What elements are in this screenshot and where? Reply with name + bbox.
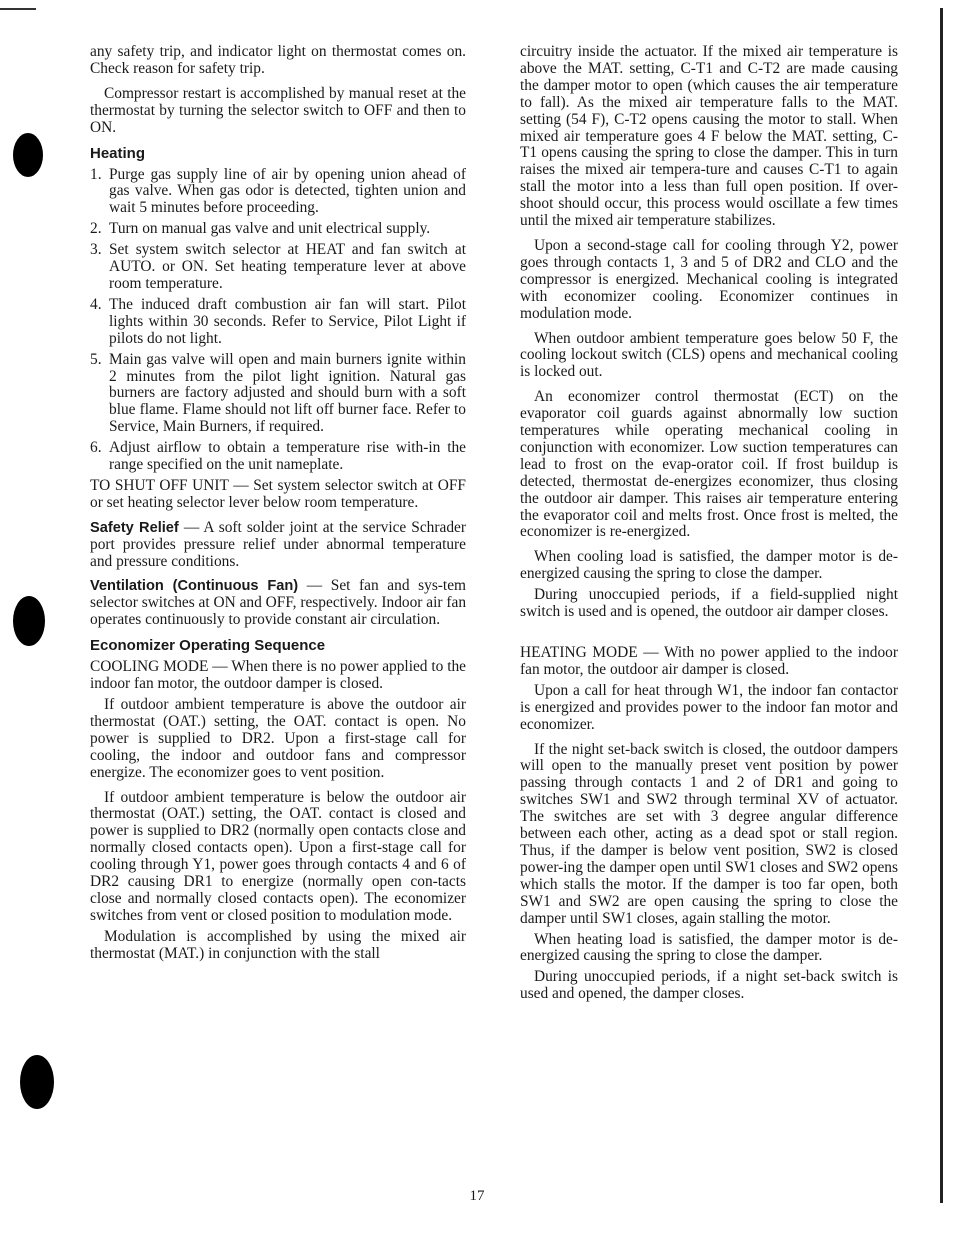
right-edge-bar — [940, 8, 943, 1203]
paragraph-lockout: When outdoor ambient temperature goes below 50 F, the cooling lockout switch (CLS) opens and mechanical cooling is locked out. — [520, 329, 898, 381]
right-column — [520, 44, 898, 1011]
paragraph-second-stage: Upon a second-stage call for cooling through Y2, power goes through contacts 1, 3 and 5 of DR2 and CLO and the compressor is energized. Mechanical cooling is integrated with economizer cooling. Economizer continues in modulation mode. — [520, 236, 898, 322]
paragraph-cooling-mode: COOLING MODE — When there is no power applied to the indoor fan motor, the outdoor damper is closed. — [90, 658, 466, 693]
page-number: 17 — [469, 1188, 485, 1204]
list-item: 1. Purge gas supply line of air by opening union ahead of gas valve. When gas odor is detected, tighten union and wait 5 minutes before proceeding. — [90, 165, 466, 217]
paragraph-shut-off: TO SHUT OFF UNIT — Set system selector switch at OFF or set heating selector lever below room temperature. — [90, 476, 466, 511]
list-item: 6. Adjust airflow to obtain a temperature rise with-in the range specified on the unit nameplate. — [90, 439, 466, 474]
list-item: 2. Turn on manual gas valve and unit electrical supply. — [90, 220, 431, 238]
binder-hole-bottom — [20, 1055, 54, 1109]
heating-steps-list — [90, 167, 466, 474]
paragraph-ect: An economizer control thermostat (ECT) on the evaporator coil guards against abnormally low suction temperatures while operating mechanical cooling in conjunction with economizer. Low suction temperatures can lead to frost on the evap-orator coil. If frost buildup is detected, thermostat de-energizes economizer, thus closing the outdoor air damper. This raises air temperature entering the evaporator coil and melts frost. Once frost is melted, the economizer is re-energized. — [520, 388, 898, 541]
left-column — [90, 44, 466, 971]
list-item: 3. Set system switch selector at HEAT and fan switch at AUTO. or ON. Set heating temperature lever at above room temperature. — [90, 241, 466, 292]
heading-heating: Heating — [90, 144, 146, 162]
top-rule — [0, 8, 36, 10]
paragraph-ventilation: Ventilation (Continuous Fan) — Set fan and sys-tem selector switches at ON and OFF, respectively. Indoor air fan operates continuously to provide constant air circulation. — [90, 577, 467, 629]
paragraph-heating-mode: HEATING MODE — With no power applied to the indoor fan motor, the outdoor air damper is closed. — [520, 644, 898, 678]
list-item: 5. Main gas valve will open and main burners ignite within 2 minutes from the pilot light ignition. Natural gas burners are factory adjusted and should burn with a soft blue flame. Flame should not lift off burner face. Refer to Service, Main Burners, if required. — [90, 350, 466, 436]
safety-relief-lead: Safety Relief — [90, 519, 179, 536]
paragraph-compressor-restart: Compressor restart is accomplished by manual reset at the thermostat by turning the selector switch to OFF and then to ON. — [90, 84, 466, 136]
paragraph-unoccupied-cooling: During unoccupied periods, if a field-supplied night switch is used and is opened, the outdoor air damper closes. — [520, 586, 898, 621]
paragraph-night-setback: If the night set-back switch is closed, the outdoor dampers will open to the manually preset vent position by power passing through contacts 1 and 2 of DR1 and going to switches SW1 and SW2 through terminal XV of actuator. The switches are set with 3 degree angular difference between each other, acting as a dead spot or stall region. Thus, if the damper is below vent position, SW2 is closed power-ing the damper open until SW1 closes and SW2 opens which stalls the motor. If the damper is too far open, both SW1 and SW2 are open causing the spring to close the damper until SW1 closes, again stalling the motor. — [520, 740, 898, 927]
paragraph-circuitry: circuitry inside the actuator. If the mixed air temperature is above the MAT. setting, C-T1 and C-T2 are made causing the damper motor to open (which causes the air temperature to fall). As the mixed air temperature falls to the MAT. setting (54 F), C-T2 opens causing the motor to stall. When mixed air temperature goes 4 F below the MAT. setting, C-T1 opens causing the spring to close the damper. This in turn raises the mixed air tempera-ture and causes C-T1 to again stall the motor into a less than full open position. If over-shoot should occur, this process would oscillate a few times until the mixed air temperature stabilizes. — [520, 43, 898, 230]
paragraph-safety-relief: Safety Relief — A soft solder joint at the service Schrader port provides pressure relief under abnormal temperature and pressure conditions. — [90, 518, 466, 570]
paragraph-cooling-satisfied: When cooling load is satisfied, the damper motor is de-energized causing the spring to close the damper. — [520, 548, 898, 583]
binder-hole-top — [13, 133, 43, 177]
ventilation-lead: Ventilation (Continuous Fan) — [90, 578, 299, 595]
paragraph-unoccupied-heating: During unoccupied periods, if a night set-back switch is used and opened, the damper closes. — [520, 968, 898, 1003]
paragraph-heating-satisfied: When heating load is satisfied, the damper motor is de-energized causing the spring to close the damper. — [520, 930, 898, 965]
list-item: 4. The induced draft combustion air fan will start. Pilot lights within 30 seconds. Refer to Service, Pilot Light if pilots do not light. — [90, 295, 466, 347]
paragraph-modulation: Modulation is accomplished by using the mixed air thermostat (MAT.) in conjunction with the stall — [90, 927, 466, 962]
paragraph-w1: Upon a call for heat through W1, the indoor fan contactor is energized and provides power to the indoor fan motor and economizer. — [520, 681, 898, 733]
paragraph-safety-trip: any safety trip, and indicator light on thermostat comes on. Check reason for safety trip. — [90, 43, 466, 77]
paragraph-oat-above: If outdoor ambient temperature is above the outdoor air thermostat (OAT.) setting, the OAT. contact is open. No power is supplied to DR2. Upon a first-stage call for cooling, the indoor and outdoor fans and compressor energize. The economizer goes to vent position. — [90, 696, 466, 781]
paragraph-oat-below: If outdoor ambient temperature is below the outdoor air thermostat (OAT.) setting, the OAT. contact is closed and power is supplied to DR2 (normally open contacts close and normally closed contacts open). Upon a first-stage call for cooling through Y1, power goes through contacts 4 and 6 of DR2 causing DR1 to energize (normally open con-tacts close and normally closed contacts open). The economizer switches from vent or closed position to modulation mode. — [90, 788, 466, 924]
binder-hole-middle — [13, 596, 45, 646]
heading-economizer: Economizer Operating Sequence — [90, 637, 326, 655]
